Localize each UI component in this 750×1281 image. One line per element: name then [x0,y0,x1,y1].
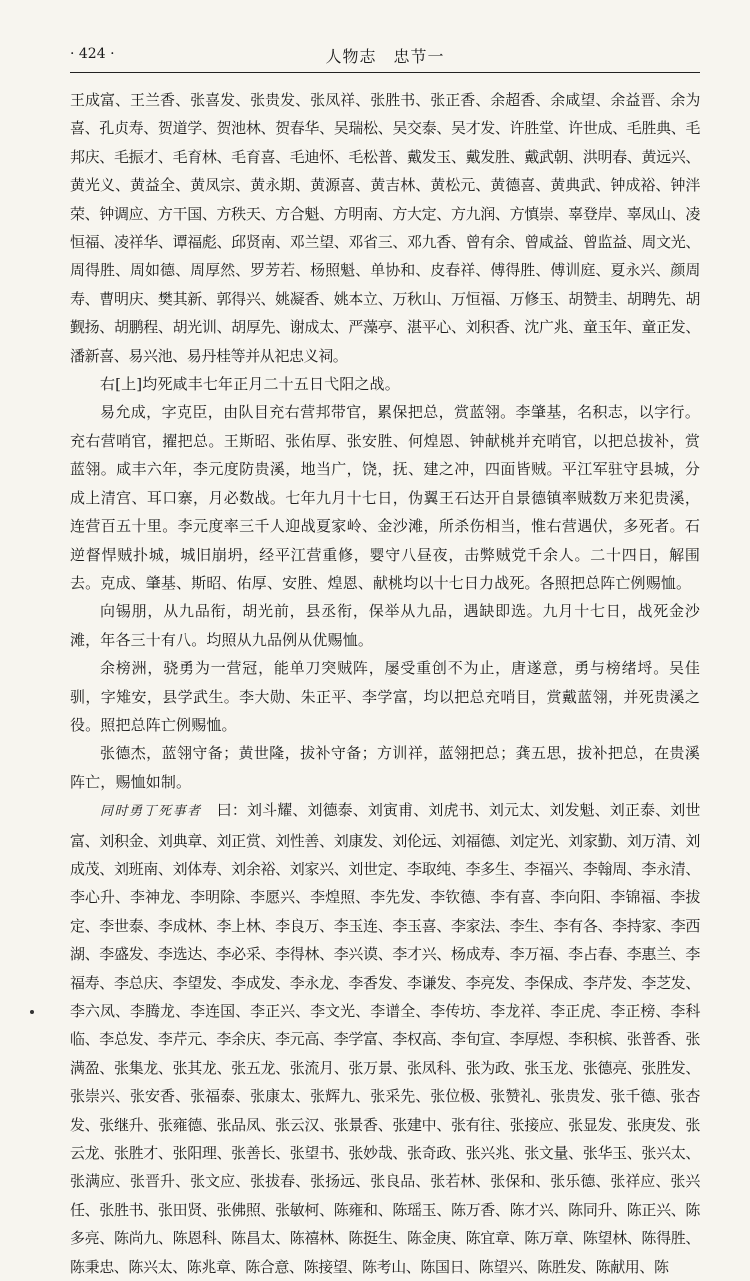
paragraph-zhang-dejie: 张德杰，蓝翎守备；黄世隆，拔补守备；方训祥，蓝翎把总；龚五思，拔补把总，在贵溪阵亡，赐恤如制。 [70,744,700,791]
paragraph-soldiers-list [70,796,700,1281]
paragraph-yi-yuncheng: 易允成，字克臣，由队目充右营邦带官，累保把总，赏蓝翎。李肇基，名积志，以字行。充右营哨官，擢把总。王斯昭、张佑厚、张安胜、何煌恩、钟献桃并充哨官，以把总拔补，赏蓝翎。咸丰六年，李元度防贵溪，地当广，饶，抚、建之冲，四面皆贼。平江军驻守县城，分成上清宫、耳口寨，月必数战。七年九月十七日，伪翼王石达开自景德镇率贼数万来犯贵溪，连营百五十里。李元度率三千人迎战夏家岭、金沙滩，所杀伤相当，惟右营遇伏，多死者。石逆督悍贼扑城，城旧崩坍，经平江营重修，婴守八昼夜，击弊贼党千余人。二十四日，解围去。克成、肇基、斯昭、佑厚、安胜、煌恩、献桃均以十七日力战死。各照把总阵亡例赐恤。 [70,403,700,592]
paragraph-battle-note: 右[上]均死咸丰七年正月二十五日弋阳之战。 [100,375,400,394]
page-header [70,42,700,73]
soldiers-names: 曰：刘斗耀、刘德泰、刘寅甫、刘虎书、刘元太、刘发魁、刘正泰、刘世富、刘积金、刘典章、刘正赏、刘性善、刘康发、刘伦远、刘福德、刘定光、刘家勤、刘万清、刘成茂、刘班南、刘体寿、刘余裕、刘家兴、刘世定、李取纯、李多生、李福兴、李翰周、李永清、李心升、李神龙、李明除、李愿兴、李煌照、李先发、李钦德、李有喜、李向阳、李锦福、李拔定、李世泰、李成林、李上林、李良万、李玉连、李玉喜、李家法、李生、李有各、李持家、李西湖、李盛发、李选达、李必采、李得林、李兴谟、李才兴、杨成寿、李万福、李占春、李惠兰、李福寿、李总庆、李望发、李成发、李永龙、李香发、李谦发、李亮发、李保成、李芹发、李芝发、李六凤、李腾龙、李连国、李正兴、李文光、李谱全、李传坊、李龙祥、李正虎、李正榜、李科临、李总发、李芹元、李余庆、李元高、李学富、李权高、李旬宣、李厚煜、李积槟、张普香、张满盈、张集龙、张其龙、张五龙、张流月、张万景、张凤科、张为政、张玉龙、张德亮、张胜发、张崇兴、张安香、张福泰、张康太、张辉九、张采先、张位极、张赞礼、张贵发、张千德、张杏发、张继升、张雍德、张品凤、张云汉、张景香、张建中、张有往、张接应、张显发、张庚发、张云龙、张胜才、张阳理、张善长、张望书、张妙哉、张奇政、张兴兆、张文量、张华玉、张兴太、张满应、张晋升、张文应、张拔春、张扬远、张良品、张若林、张保和、张乐德、张祥应、张兴任、张胜书、张田贤、张佛照、张敏柯、陈雍和、陈瑶玉、陈万香、陈才兴、陈同升、陈正兴、陈多亮、陈尚九、陈恩科、陈昌太、陈禧林、陈挺生、陈金庚、陈宜章、陈万章、陈望林、陈得胜、陈秉忠、陈兴太、陈兆章、陈合意、陈接望、陈考山、陈国日、陈望兴、陈胜发、陈献用、陈 [70,801,700,1276]
paragraph-yu-bangzhou: 余榜洲，骁勇为一营冠，能单刀突贼阵，屡受重创不为止，唐遂意，勇与榜绪埒。吴佳驯，字雉安，县学武生。李大勋、朱正平、李学富，均以把总充哨目，赏戴蓝翎，并死贵溪之役。照把总阵亡例赐恤。 [70,659,700,734]
paragraph-xiang-xipeng: 向锡朋，从九品衔，胡光前，县丞衔，保举从九品，遇缺即选。九月十七日，战死金沙滩，年各三十有八。均照从九品例从优赐恤。 [70,602,700,649]
running-title: 人物志 忠节一 [325,47,445,66]
document-body [70,86,700,1281]
margin-mark [30,1010,34,1014]
section-label: 同时勇丁死事者 [100,804,202,820]
page-number: · 424 · [70,46,115,62]
paragraph-names-list: 王成富、王兰香、张喜发、张贵发、张凤祥、张胜书、张正香、余超香、余咸望、余益晋、余为喜、孔贞寿、贺道学、贺池林、贺春华、吴瑞松、吴交泰、吴才发、许胜堂、许世成、毛胜典、毛邦庆、毛振才、毛育林、毛育喜、毛迪怀、毛松普、戴发玉、戴发胜、戴武朝、洪明春、黄远兴、黄光义、黄益全、黄凤宗、黄永期、黄源喜、黄吉林、黄松元、黄德喜、黄典武、钟成裕、钟泮荣、钟调应、方干国、方秩天、方合魁、方明南、方大定、方九润、方慎崇、辜登岸、辜凤山、凌恒福、凌祥华、谭福彪、邱贤南、邓兰望、邓省三、邓九香、曾有余、曾咸益、曾监益、周文光、周得胜、周如德、周厚然、罗芳若、杨照魁、单协和、皮春祥、傅得胜、傅训庭、夏永兴、颜周寿、曹明庆、樊其新、郭得兴、姚凝香、姚本立、万秋山、万恒福、万修玉、胡赞圭、胡聘先、胡觐扬、胡鹏程、胡光训、胡厚先、谢成太、严藻亭、湛平心、刘积香、沈广兆、童玉年、童正发、潘新喜、易兴池、易丹桂等并从祀忠义祠。 [70,91,700,365]
